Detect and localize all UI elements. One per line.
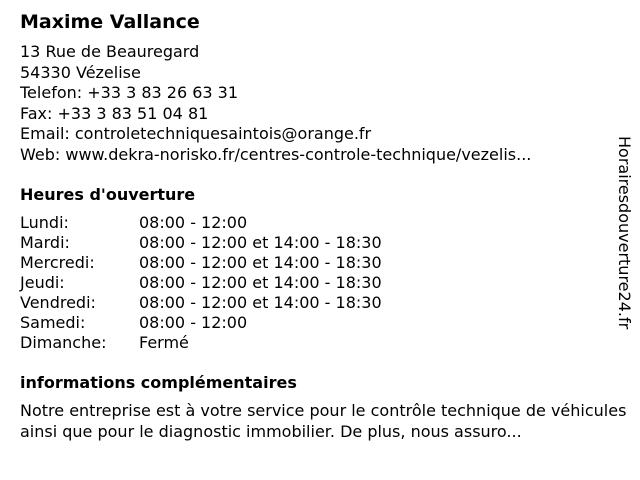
hours-row-mercredi bbox=[20, 253, 610, 273]
day-hours: 08:00 - 12:00 bbox=[139, 313, 248, 332]
day-label: Vendredi: bbox=[20, 293, 96, 312]
hours-heading: Heures d'ouverture bbox=[20, 185, 196, 204]
address-city: 54330 Vézelise bbox=[20, 62, 141, 82]
day-label: Lundi: bbox=[20, 213, 69, 232]
hours-table bbox=[20, 213, 610, 353]
hours-row-mardi bbox=[20, 233, 610, 253]
watermark-text: Horairesdouverture24.fr bbox=[615, 136, 634, 330]
hours-row-dimanche bbox=[20, 333, 610, 353]
hours-row-samedi bbox=[20, 313, 610, 333]
day-label: Jeudi: bbox=[20, 273, 65, 292]
email-address: Email: controletechniquesaintois@orange.fr bbox=[20, 124, 372, 143]
watermark bbox=[602, 136, 640, 376]
contact-block bbox=[20, 42, 610, 165]
hours-row-lundi bbox=[20, 213, 610, 233]
website-url: Web: www.dekra-norisko.fr/centres-controle-technique/vezelis... bbox=[20, 144, 532, 164]
info-description: Notre entreprise est à votre service pour le contrôle technique de véhicules ainsi que pour le diagnostic immobilier. De plus, nous assuro... bbox=[20, 401, 627, 441]
address-street: 13 Rue de Beauregard bbox=[20, 42, 200, 61]
business-name: Maxime Vallance bbox=[20, 11, 200, 33]
day-hours: 08:00 - 12:00 et 14:00 - 18:30 bbox=[139, 273, 382, 292]
day-hours: 08:00 - 12:00 bbox=[139, 213, 248, 232]
day-hours: 08:00 - 12:00 et 14:00 - 18:30 bbox=[139, 253, 382, 272]
day-hours: 08:00 - 12:00 et 14:00 - 18:30 bbox=[139, 233, 382, 252]
info-heading: informations complémentaires bbox=[20, 373, 297, 392]
day-hours: 08:00 - 12:00 et 14:00 - 18:30 bbox=[139, 293, 382, 312]
fax-number: Fax: +33 3 83 51 04 81 bbox=[20, 103, 209, 123]
day-label: Dimanche: bbox=[20, 333, 107, 352]
day-label: Samedi: bbox=[20, 313, 86, 332]
day-label: Mardi: bbox=[20, 233, 70, 252]
hours-row-vendredi bbox=[20, 293, 610, 313]
day-label: Mercredi: bbox=[20, 253, 95, 272]
phone-number: Telefon: +33 3 83 26 63 31 bbox=[20, 83, 239, 102]
hours-row-jeudi bbox=[20, 273, 610, 293]
day-hours: Fermé bbox=[139, 333, 189, 352]
